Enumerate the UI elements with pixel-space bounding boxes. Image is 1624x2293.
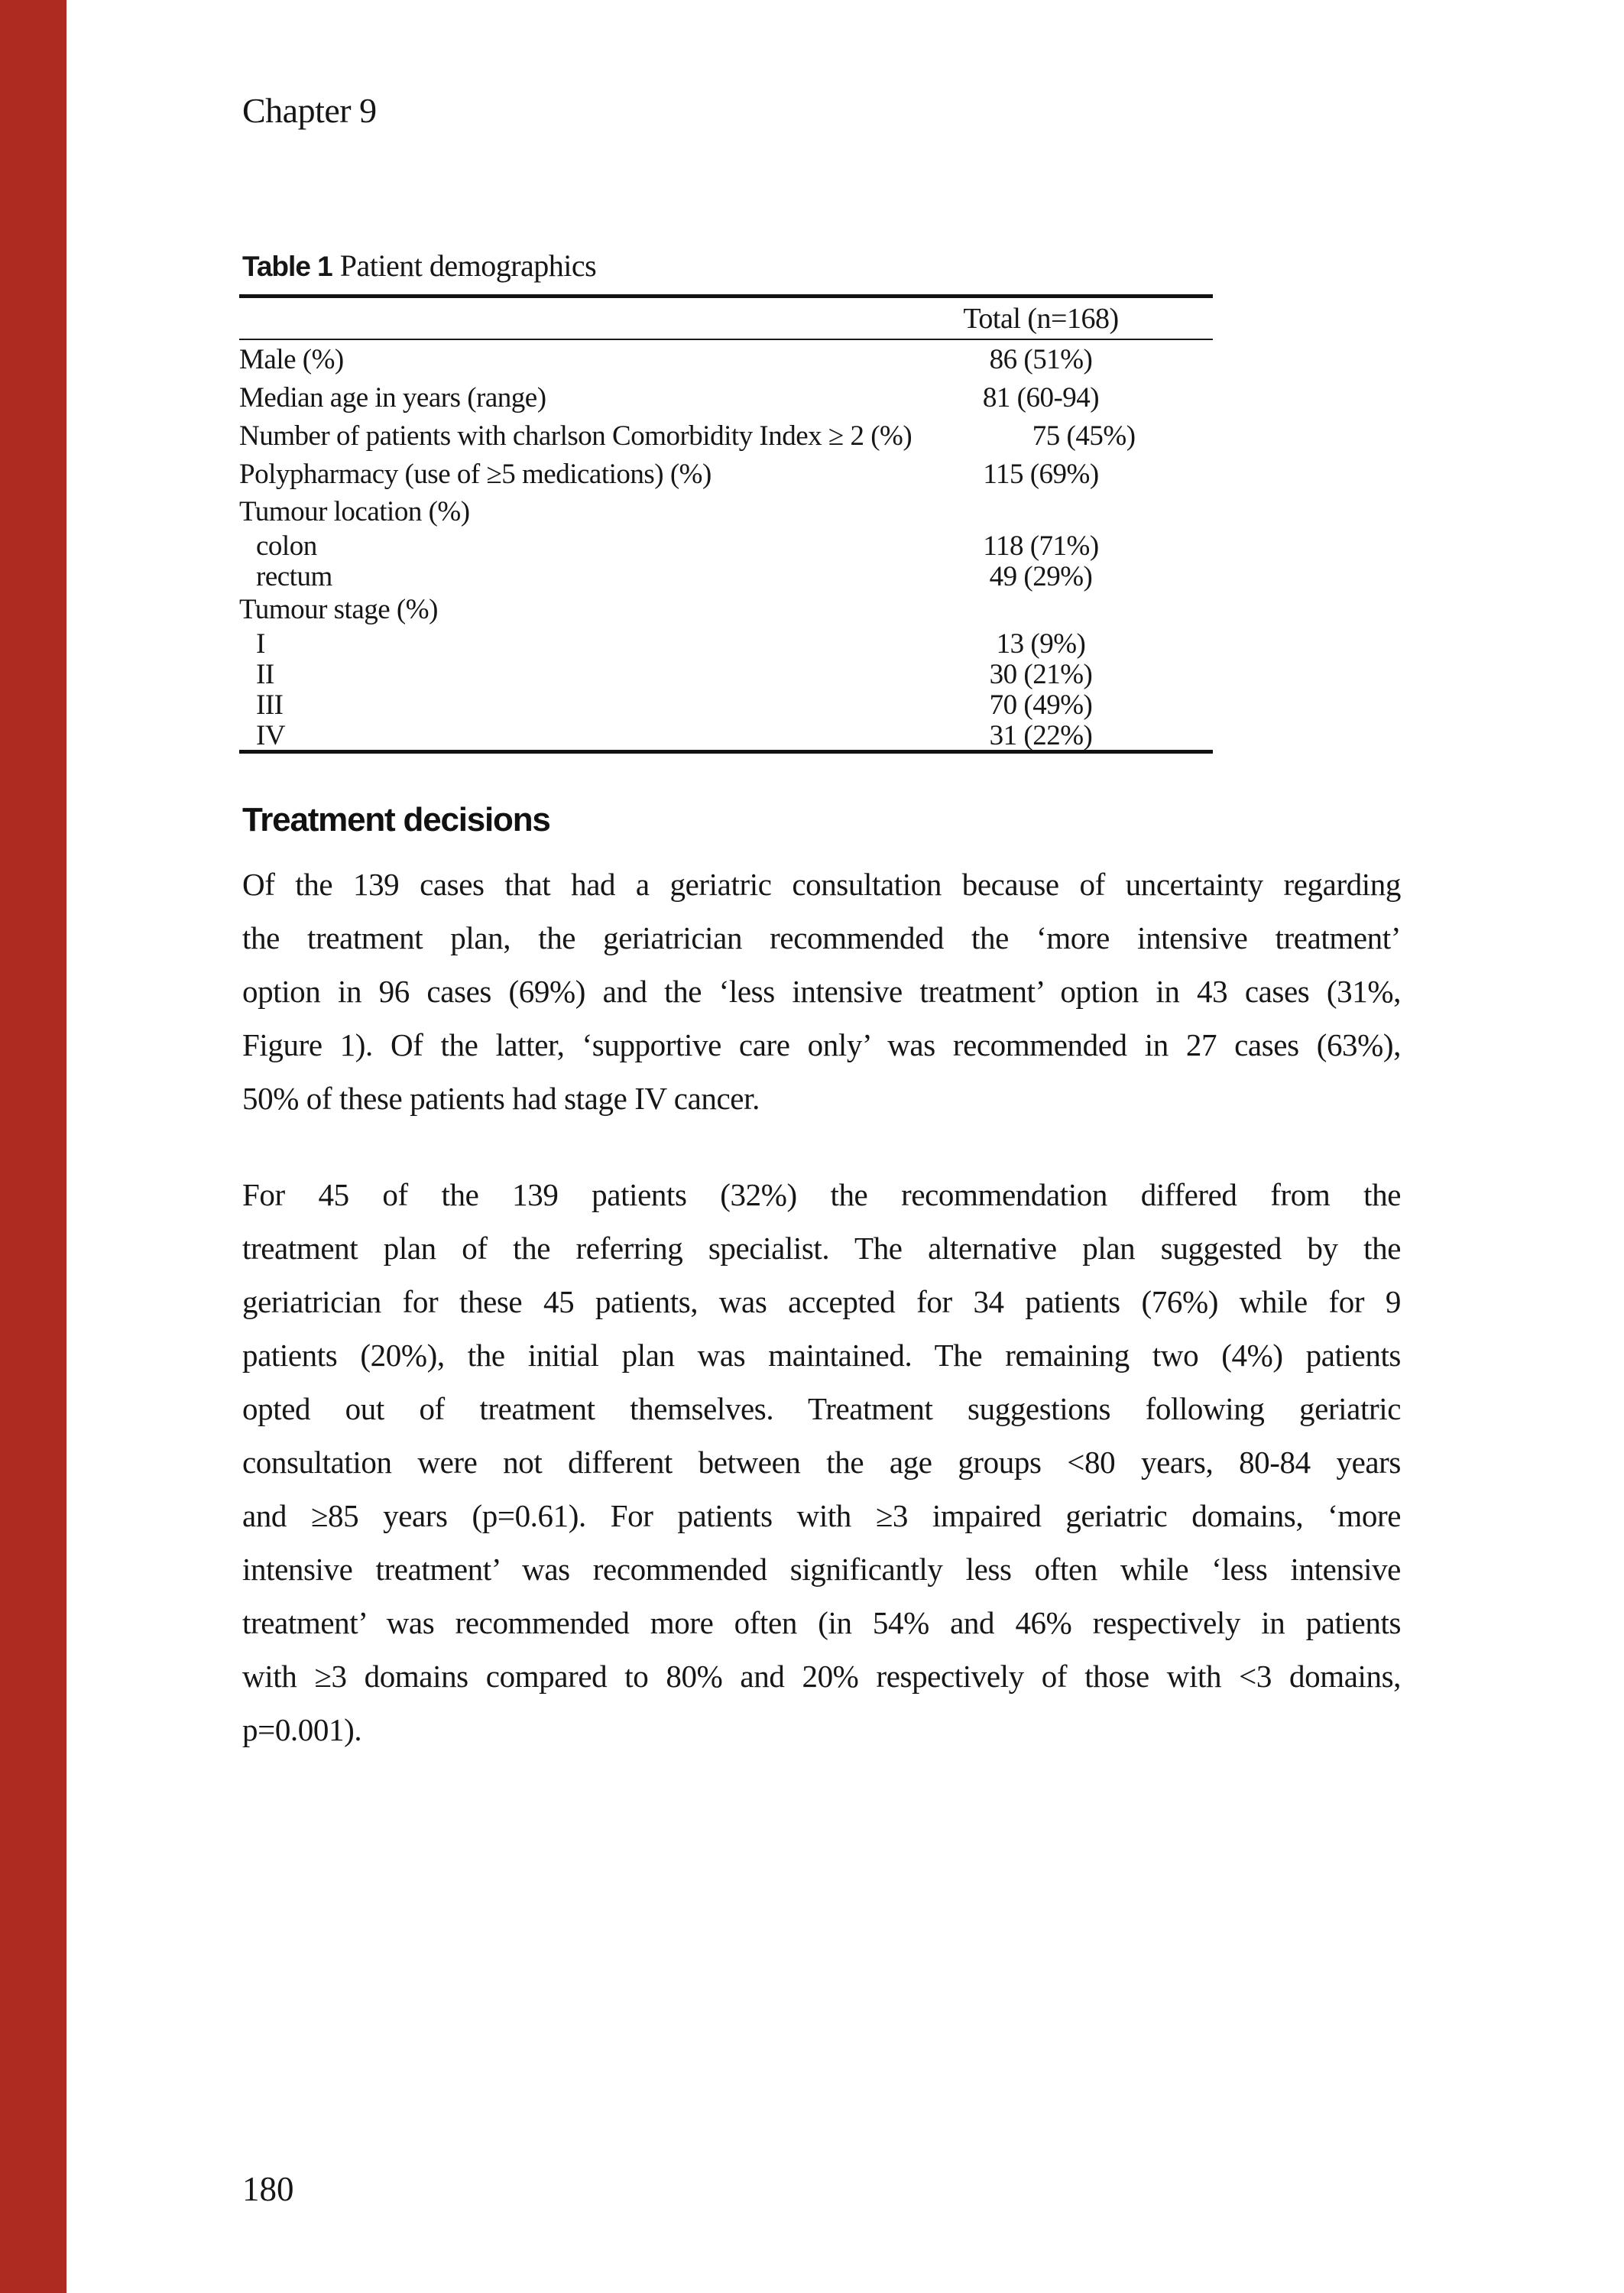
table-row: [239, 719, 1213, 750]
table-row: [239, 628, 1213, 658]
text-line: geriatrician for these 45 patients, was accepted for 34 patients (76%) while for 9: [242, 1284, 1401, 1319]
table-row: [239, 689, 1213, 719]
row-label: Polypharmacy (use of ≥5 medications) (%): [239, 458, 712, 490]
table-caption-number: Table 1: [242, 251, 332, 282]
text-line: 50% of these patients had stage IV cancer.: [242, 1081, 760, 1116]
paragraph-1: [242, 858, 1401, 1125]
chapter-header: Chapter 9: [242, 91, 377, 130]
row-value: 115 (69%): [983, 458, 1099, 490]
table-row: [239, 591, 1213, 628]
text-line: Of the 139 cases that had a geriatric consultation because of uncertainty regarding: [242, 867, 1401, 902]
table-row: [239, 340, 1213, 378]
table-row: [239, 560, 1213, 591]
text-line: p=0.001).: [242, 1712, 362, 1747]
table-row: [239, 417, 1213, 455]
text-line: consultation were not different between the age groups <80 years, 80-84 years: [242, 1445, 1401, 1480]
table-row: [239, 378, 1213, 417]
column-header-total: Total (n=168): [963, 302, 1119, 335]
text-line: intensive treatment’ was recommended significantly less often while ‘less intensive: [242, 1552, 1401, 1587]
row-value: 30 (21%): [989, 659, 1093, 690]
demographics-table: [239, 248, 1213, 754]
row-label: Tumour stage (%): [239, 593, 438, 625]
text-line: Figure 1). Of the latter, ‘supportive care only’ was recommended in 27 cases (63%),: [242, 1027, 1401, 1062]
text-line: the treatment plan, the geriatrician recommended the ‘more intensive treatment’: [242, 920, 1401, 955]
row-label: colon: [256, 530, 317, 562]
row-value: 13 (9%): [996, 628, 1086, 660]
text-line: For 45 of the 139 patients (32%) the recommendation differed from the: [242, 1177, 1401, 1212]
table: [239, 294, 1213, 754]
text-line: and ≥85 years (p=0.61). For patients with ≥3 impaired geriatric domains, ‘more: [242, 1498, 1401, 1533]
text-line: patients (20%), the initial plan was maintained. The remaining two (4%) patients: [242, 1338, 1401, 1373]
text-line: treatment’ was recommended more often (in 54% and 46% respectively in patients: [242, 1605, 1401, 1640]
table-row: [239, 658, 1213, 689]
row-label: Tumour location (%): [239, 495, 470, 527]
table-row: [239, 493, 1213, 530]
chapter-edge-tab: [0, 0, 66, 2293]
table-body: [239, 340, 1213, 750]
row-label: rectum: [256, 561, 332, 592]
row-label: IV: [256, 720, 286, 751]
row-value: 75 (45%): [1032, 420, 1136, 452]
row-value: 31 (22%): [989, 720, 1093, 751]
text-line: option in 96 cases (69%) and the ‘less intensive treatment’ option in 43 cases (31%,: [242, 974, 1401, 1009]
section-heading: Treatment decisions: [242, 801, 550, 838]
row-label: III: [256, 689, 284, 721]
text-line: treatment plan of the referring specialist. The alternative plan suggested by the: [242, 1231, 1401, 1266]
table-caption: [242, 248, 1213, 284]
page-number: 180: [242, 2170, 294, 2208]
row-value: 49 (29%): [989, 561, 1093, 592]
row-label: II: [256, 659, 274, 690]
row-label: I: [256, 628, 265, 660]
row-label: Number of patients with charlson Comorbidity Index ≥ 2 (%): [239, 420, 912, 452]
text-line: with ≥3 domains compared to 80% and 20% respectively of those with <3 domains,: [242, 1659, 1401, 1694]
row-label: Median age in years (range): [239, 381, 546, 414]
table-header-row: [239, 298, 1213, 340]
table-row: [239, 530, 1213, 560]
row-value: 118 (71%): [983, 530, 1099, 562]
paragraph-2: [242, 1168, 1401, 1756]
row-value: 86 (51%): [989, 343, 1093, 375]
row-label: Male (%): [239, 343, 344, 375]
text-line: opted out of treatment themselves. Treatment suggestions following geriatric: [242, 1391, 1401, 1426]
row-value: 70 (49%): [989, 689, 1093, 721]
table-caption-title: Patient demographics: [339, 248, 597, 283]
table-row: [239, 455, 1213, 493]
row-value: 81 (60-94): [982, 381, 1100, 414]
